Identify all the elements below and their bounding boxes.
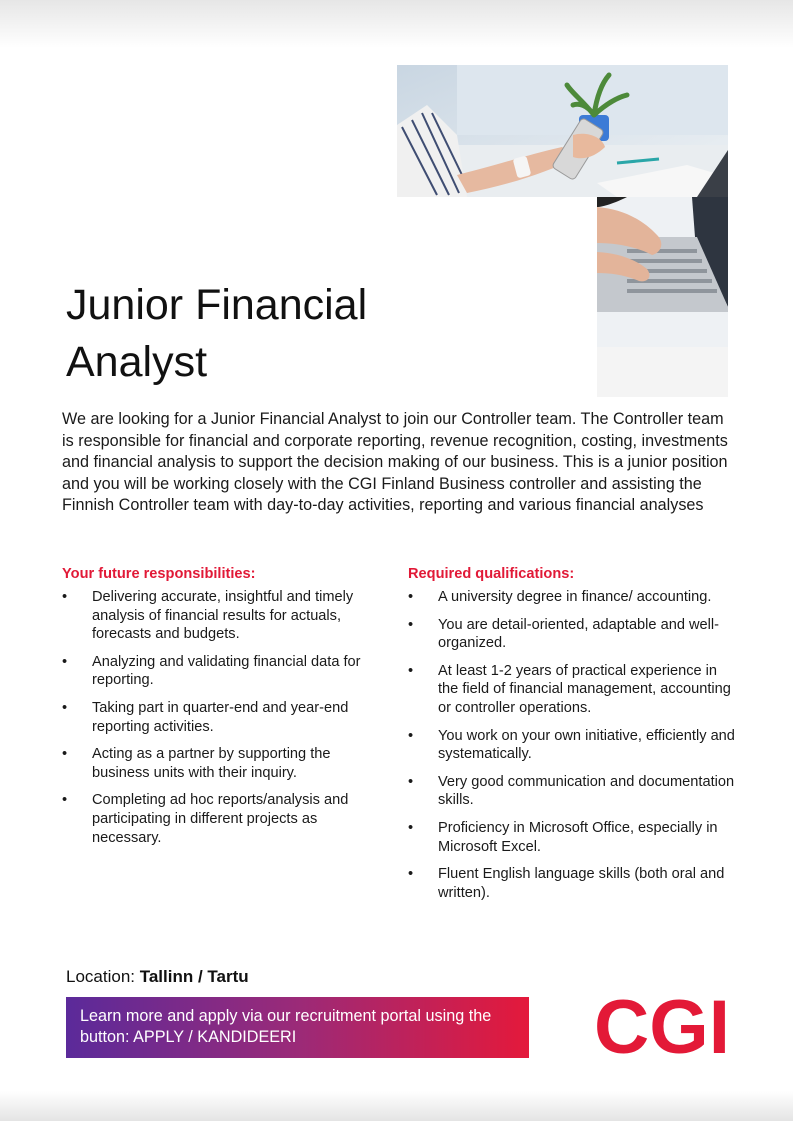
bullet-icon: •	[408, 866, 414, 883]
bullet-icon: •	[62, 699, 68, 716]
location-label: Location:	[66, 967, 135, 986]
bullet-icon: •	[408, 616, 414, 633]
list-item: • Proficiency in Microsoft Office, especially in Microsoft Excel.	[408, 819, 718, 855]
page-top-shade	[0, 0, 793, 48]
bullet-icon: •	[408, 773, 414, 790]
list-item: • You are detail-oriented, adaptable and well-organized.	[408, 616, 719, 652]
qualifications-section	[408, 566, 738, 911]
responsibilities-heading: Your future responsibilities:	[62, 566, 256, 582]
location-city: Tallinn / Tartu	[139, 967, 249, 986]
bullet-icon: •	[62, 589, 68, 605]
responsibilities-list	[62, 588, 382, 847]
cgi-logo-mark	[592, 992, 732, 1058]
page-title: Junior Financial Analyst	[66, 280, 368, 386]
bullet-icon: •	[408, 819, 414, 836]
photo-phone-in-hand	[397, 65, 728, 197]
list-item: • At least 1-2 years of practical experience in the field of financial management, accounting or controller operations.	[408, 662, 731, 716]
list-item: • Fluent English language skills (both oral and written).	[408, 866, 725, 901]
qualifications-list	[408, 588, 738, 902]
list-item: • Completing ad hoc reports/analysis and participating in different projects as necessary.	[62, 792, 349, 846]
apply-banner[interactable]: Learn more and apply via our recruitment portal using the button: APPLY / KANDIDEERI	[66, 997, 529, 1058]
list-item: • A university degree in finance/ accounting.	[408, 589, 712, 605]
list-item: • Acting as a partner by supporting the business units with their inquiry.	[62, 746, 331, 781]
cgi-logo-text: CGI	[594, 992, 730, 1058]
qualifications-heading: Required qualifications:	[408, 566, 575, 582]
list-item: • Analyzing and validating financial data for reporting.	[62, 653, 361, 689]
bullet-icon: •	[62, 792, 68, 809]
location-line	[66, 967, 249, 987]
intro-paragraph: We are looking for a Junior Financial Analyst to join our Controller team. The Controller team is responsible for financial and corporate reporting, revenue recognition, costing, investments and financial analysis to support the decision making of our business. This is a junior position and you will be working closely with the CGI Finland Business controller and assisting the Finnish Controller team with day-to-day activities, reporting and various financial analyses	[62, 410, 728, 515]
list-item: • You work on your own initiative, efficiently and systematically.	[408, 727, 735, 763]
bullet-icon: •	[62, 653, 68, 670]
bullet-icon: •	[408, 662, 414, 679]
list-item: • Delivering accurate, insightful and timely analysis of financial results for actuals, forecasts and budgets.	[62, 589, 354, 643]
page-bottom-shade	[0, 1091, 793, 1121]
photo-laptop-typing	[597, 197, 728, 397]
bullet-icon: •	[408, 727, 414, 744]
list-item: • Very good communication and documentation skills.	[408, 773, 735, 809]
bullet-icon: •	[408, 589, 414, 605]
cgi-logo	[592, 992, 732, 1058]
responsibilities-section	[62, 566, 382, 856]
bullet-icon: •	[62, 746, 68, 763]
list-item: • Taking part in quarter-end and year-end reporting activities.	[62, 699, 349, 735]
